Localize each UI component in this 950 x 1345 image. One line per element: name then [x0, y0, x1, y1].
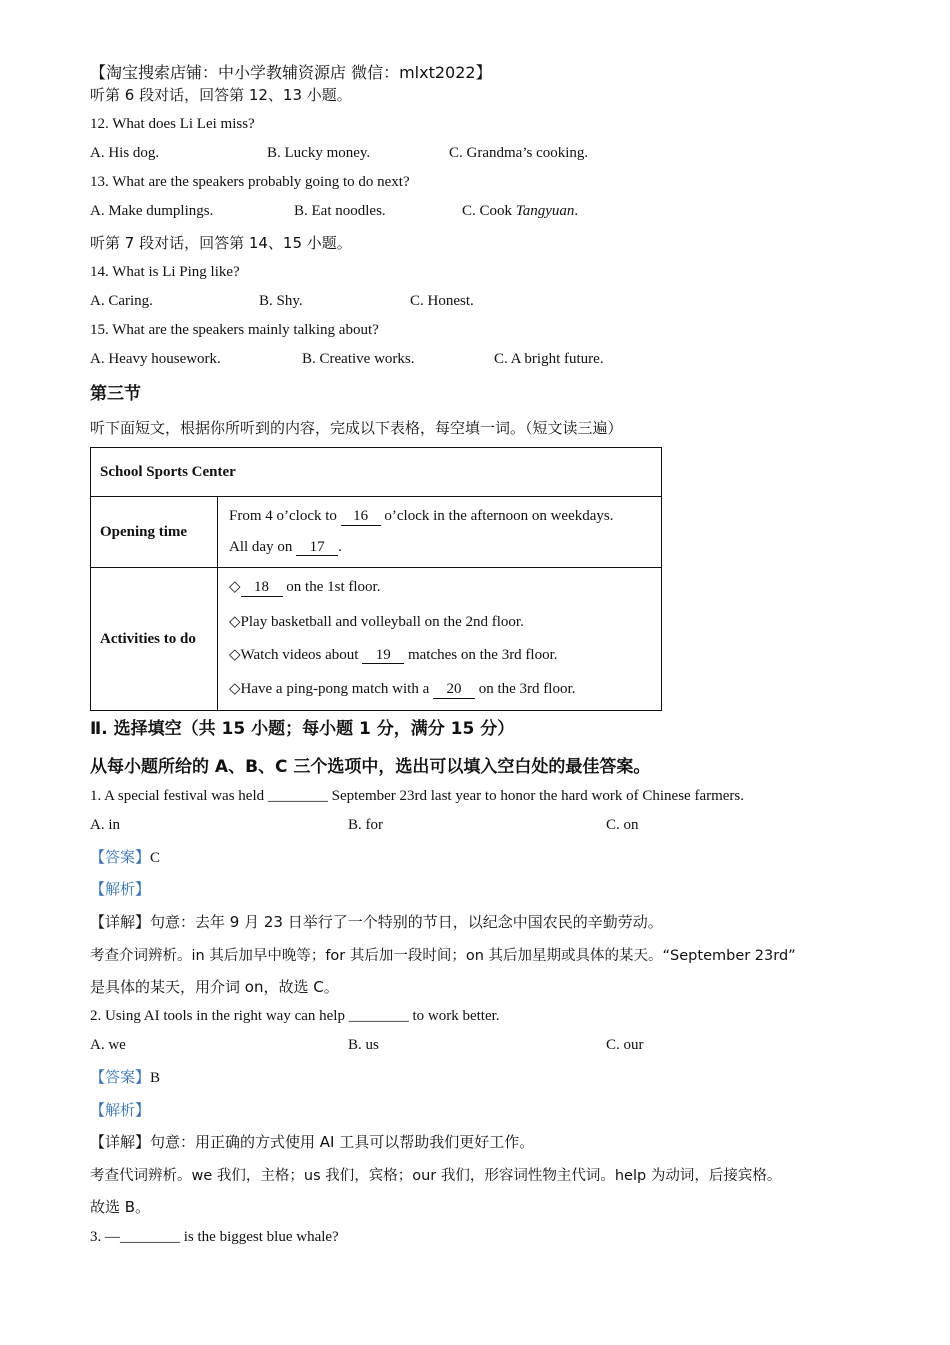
mc-q3-question: 3. —________ is the biggest blue whale? — [90, 1229, 339, 1245]
blank-16: 16 — [341, 509, 381, 526]
opening-line-2-post: . — [338, 538, 342, 555]
activity-3-post: matches on the 3rd floor. — [404, 646, 558, 663]
q12-option-b: B. Lucky money. — [267, 145, 371, 161]
q13-option-c-suffix: . — [574, 203, 579, 219]
activity-2: ◇Play basketball and volleyball on the 2nd floor. — [229, 613, 524, 630]
answer-value: B — [150, 1070, 161, 1086]
activity-3 — [219, 647, 660, 665]
q12-question: 12. What does Li Lei miss? — [90, 116, 255, 132]
opening-line-1-pre: From 4 o’clock to — [229, 507, 341, 524]
blank-18: 18 — [241, 580, 283, 597]
table-title: School Sports Center — [91, 448, 662, 497]
opening-time-cell — [218, 497, 662, 568]
q15-question: 15. What are the speakers mainly talking about? — [90, 322, 379, 338]
opening-line-1 — [219, 508, 660, 526]
mc-q2-answer — [90, 1066, 160, 1087]
mc-q2-option-c: C. our — [606, 1037, 644, 1053]
q13-option-c-italic: Tangyuan — [515, 203, 575, 219]
opening-line-1-post: o’clock in the afternoon on weekdays. — [380, 507, 614, 524]
section3-instruction: 听下面短文，根据你所听到的内容，完成以下表格，每空填一词。（短文读三遍） — [90, 419, 623, 437]
mc-q1-question: 1. A special festival was held ________ September 23rd last year to honor the hard work of Chinese farmers. — [90, 788, 745, 804]
q14-option-a: A. Caring. — [90, 293, 153, 309]
mc-q1-option-a: A. in — [90, 817, 120, 833]
mc-q2-detail-1: 【详解】句意：用正确的方式使用 AI 工具可以帮助我们更好工作。 — [90, 1133, 535, 1151]
opening-line-2-pre: All day on — [229, 538, 297, 555]
q15-option-a: A. Heavy housework. — [90, 351, 221, 367]
mc-q2-option-a: A. we — [90, 1037, 126, 1053]
shop-header: 【淘宝搜索店铺：中小学教辅资源店 微信：mlxt2022】 — [90, 63, 492, 82]
q14-question: 14. What is Li Ping like? — [90, 264, 240, 280]
sports-center-table — [90, 447, 662, 711]
opening-line-2 — [219, 539, 660, 557]
blank-19: 19 — [362, 648, 404, 665]
mc-q2-question: 2. Using AI tools in the right way can help ________ to work better. — [90, 1008, 500, 1024]
q14-option-c: C. Honest. — [410, 293, 474, 309]
activity-1-pre: ◇ — [229, 578, 241, 595]
answer-label: 【答案】 — [90, 1068, 151, 1086]
dialog7-intro: 听第 7 段对话，回答第 14、15 小题。 — [90, 234, 352, 252]
activity-1-post: on the 1st floor. — [282, 578, 381, 595]
section3-title: 第三节 — [90, 384, 141, 404]
q14-option-b: B. Shy. — [259, 293, 303, 309]
mc-q2-analysis-label: 【解析】 — [90, 1101, 151, 1119]
opening-time-label: Opening time — [91, 497, 218, 568]
answer-value: C — [150, 850, 161, 866]
mc-q1-detail-2: 考查介词辨析。in 其后加早中晚等；for 其后加一段时间；on 其后加星期或具体的某天。“September 23rd” — [90, 948, 796, 964]
blank-20: 20 — [433, 682, 475, 699]
mc-q1-option-b: B. for — [348, 817, 383, 833]
activities-label: Activities to do — [91, 568, 218, 711]
mc-q1-option-c: C. on — [606, 817, 639, 833]
q13-option-b: B. Eat noodles. — [294, 203, 386, 219]
activity-3-pre: ◇Watch videos about — [229, 646, 363, 663]
q15-option-b: B. Creative works. — [302, 351, 415, 367]
q13-option-a: A. Make dumplings. — [90, 203, 214, 219]
answer-label: 【答案】 — [90, 848, 151, 866]
activity-4-post: on the 3rd floor. — [474, 681, 576, 698]
mc-q1-answer — [90, 846, 160, 867]
activity-4-pre: ◇Have a ping-pong match with a — [229, 681, 433, 698]
q15-option-c: C. A bright future. — [494, 351, 604, 367]
q13-option-c — [462, 203, 578, 220]
q13-question: 13. What are the speakers probably going to do next? — [90, 174, 410, 190]
part2-heading: Ⅱ. 选择填空（共 15 小题；每小题 1 分，满分 15 分） — [90, 719, 515, 739]
part2-instruction: 从每小题所给的 A、B、C 三个选项中，选出可以填入空白处的最佳答案。 — [90, 757, 651, 777]
mc-q2-detail-3: 故选 B。 — [90, 1198, 151, 1216]
mc-q1-detail-3: 是具体的某天，用介词 on，故选 C。 — [90, 978, 339, 996]
mc-q2-detail-2: 考查代词辨析。we 我们，主格；us 我们，宾格；our 我们，形容词性物主代词。help 为动词，后接宾格。 — [90, 1168, 782, 1184]
dialog6-intro: 听第 6 段对话，回答第 12、13 小题。 — [90, 86, 352, 104]
blank-17: 17 — [296, 540, 338, 557]
activity-4 — [219, 681, 660, 699]
activities-cell — [218, 568, 662, 711]
q12-option-a: A. His dog. — [90, 145, 160, 161]
q13-option-c-prefix: C. Cook — [462, 203, 516, 219]
q12-option-c: C. Grandma’s cooking. — [449, 145, 589, 161]
mc-q1-detail-1: 【详解】句意：去年 9 月 23 日举行了一个特别的节日，以纪念中国农民的辛勤劳动。 — [90, 913, 663, 931]
activity-1 — [219, 579, 660, 597]
mc-q1-analysis-label: 【解析】 — [90, 880, 151, 898]
mc-q2-option-b: B. us — [348, 1037, 379, 1053]
